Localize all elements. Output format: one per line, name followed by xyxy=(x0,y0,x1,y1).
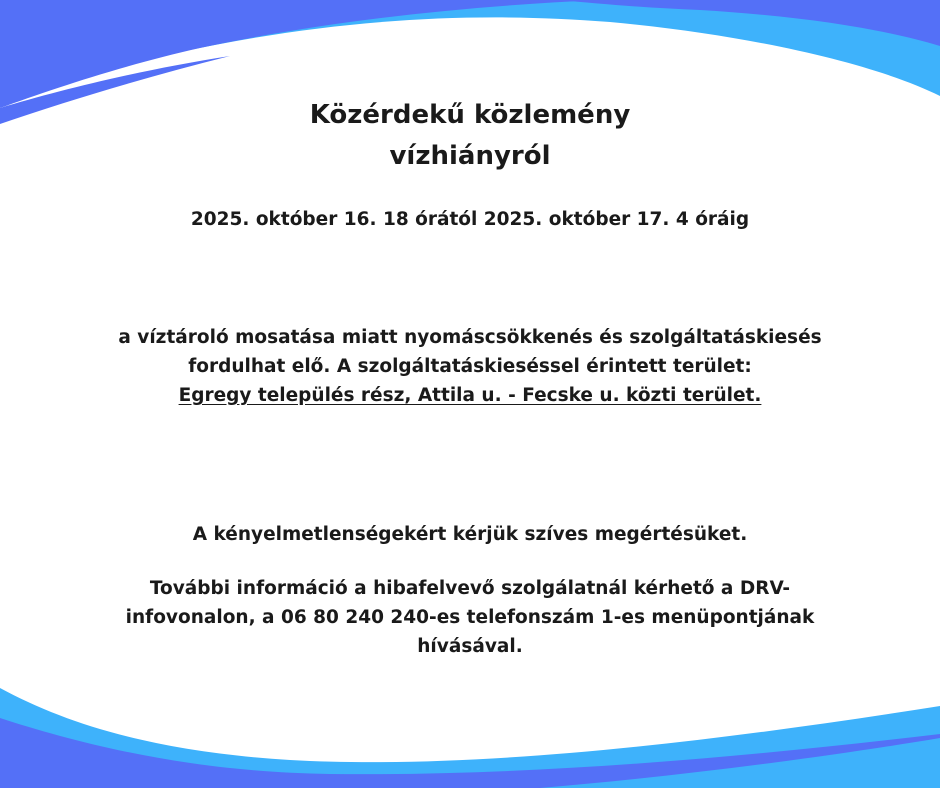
notice-text-line1: a víztároló mosatása miatt nyomáscsökkenés és szolgáltatáskiesés xyxy=(118,327,822,348)
info-text-line2: infovonalon, a 06 80 240 240-es telefonszám 1-es menüpontjának xyxy=(125,607,815,628)
info-text-line1: További információ a hibafelvevő szolgálatnál kérhető a DRV- xyxy=(149,578,791,599)
info-text-line3: hívásával. xyxy=(417,636,523,657)
notice-title-line1: Közérdekű közlemény xyxy=(309,100,631,130)
apology-text: A kényelmetlenségekért kérjük szíves megértésüket. xyxy=(192,524,748,545)
affected-area-text: Egregy település rész, Attila u. - Fecske u. közti terület. xyxy=(178,385,762,406)
affected-area xyxy=(0,381,940,410)
notice-text-line2: fordulhat elő. A szolgáltatáskieséssel érintett terület: xyxy=(188,356,752,377)
date-range: 2025. október 16. 18 órától 2025. október 17. 4 óráig xyxy=(190,209,750,230)
notice-title-line2: vízhiányról xyxy=(389,141,551,171)
